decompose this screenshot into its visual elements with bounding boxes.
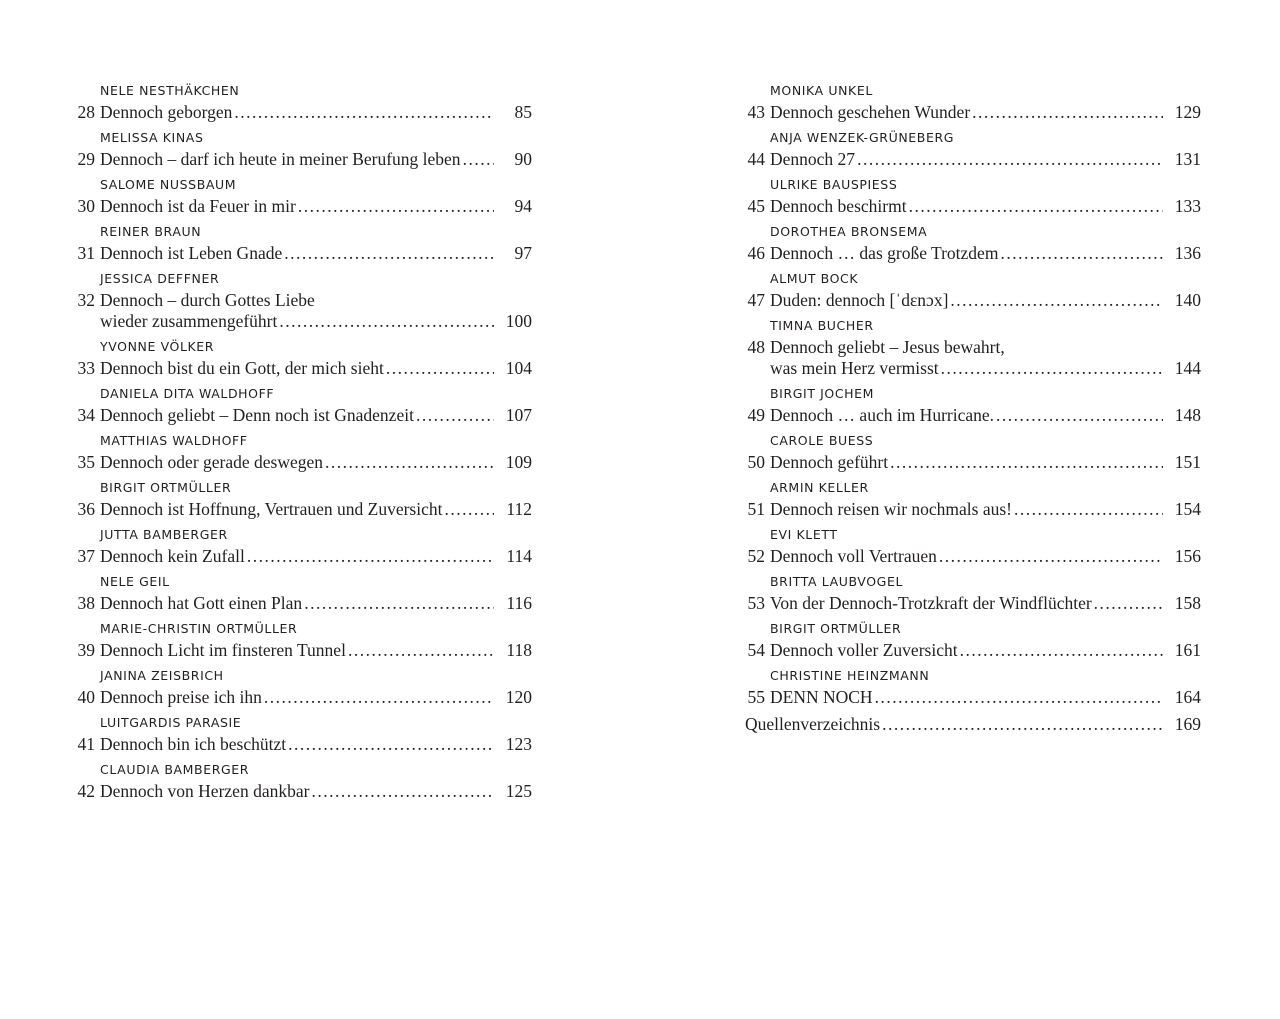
chapter-number: 54 [747,640,765,660]
author-name: MATTHIAS WALDHOFF [100,433,248,448]
sources-page-number: 169 [1174,714,1201,734]
toc-entry [70,174,532,217]
author-name: YVONNE VÖLKER [100,339,215,354]
page-number: 112 [506,499,532,519]
toc-entry [70,268,532,332]
page-number: 90 [514,149,532,169]
toc-entry [740,80,1201,123]
dot-leader [234,102,494,123]
chapter-title: Dennoch geborgen [100,102,233,122]
page-number: 158 [1174,593,1201,613]
toc-entry [740,618,1201,661]
author-name: ALMUT BOCK [770,271,859,286]
author-name: SALOME NUSSBAUM [100,177,237,192]
chapter-title: Dennoch Licht im finsteren Tunnel [100,640,346,660]
page-number: 140 [1174,290,1201,310]
page-number: 144 [1174,358,1201,378]
chapter-number: 31 [77,243,95,263]
page-number: 154 [1174,499,1201,519]
chapter-title: Dennoch voller Zuversicht [770,640,958,660]
dot-leader [941,358,1163,379]
chapter-title: Dennoch bist du ein Gott, der mich sieht [100,358,384,378]
author-name: MARIE-CHRISTIN ORTMÜLLER [100,621,298,636]
title-row [70,405,532,426]
dot-leader [1014,499,1163,520]
chapter-title-line [740,196,1201,217]
chapter-number: 46 [747,243,765,263]
author-name: JANINA ZEISBRICH [100,668,224,683]
chapter-title-line [740,687,1201,708]
page-number: 156 [1174,546,1201,566]
chapter-title-line [70,546,532,567]
chapter-title-line [70,499,532,520]
chapter-number: 49 [747,405,765,425]
chapter-number: 33 [77,358,95,378]
chapter-number: 36 [77,499,95,519]
dot-leader [304,593,494,614]
toc-column-left [70,80,532,806]
toc-entry [70,618,532,661]
title-row [70,734,532,755]
chapter-number: 55 [747,687,765,707]
dot-leader [909,196,1163,217]
title-row [70,243,532,264]
chapter-number: 38 [77,593,95,613]
page-number: 94 [514,196,532,216]
page-number: 85 [514,102,532,122]
toc-entry [740,477,1201,520]
chapter-title: Dennoch geliebt – Denn noch ist Gnadenzeit [100,405,414,425]
chapter-title-line [740,546,1201,567]
page-number: 148 [1174,405,1201,425]
chapter-title-line [70,149,532,170]
chapter-number: 29 [77,149,95,169]
sources-title: Quellenverzeichnis [745,714,881,734]
author-name: BRITTA LAUBVOGEL [770,574,904,589]
title-row [70,593,532,614]
title-row [740,687,1201,708]
dot-leader [311,781,494,802]
author-name: CAROLE BUESS [770,433,874,448]
toc-column-right [740,80,1201,735]
toc-entry [740,174,1201,217]
chapter-number: 30 [77,196,95,216]
dot-leader [939,546,1163,567]
chapter-title-line [70,311,532,332]
author-name: DANIELA DITA WALDHOFF [100,386,275,401]
dot-leader [1000,243,1163,264]
page-number: 151 [1174,452,1201,472]
author-name: CHRISTINE HEINZMANN [770,668,930,683]
page-number: 97 [514,243,532,263]
chapter-number: 48 [747,337,765,357]
dot-leader [386,358,494,379]
page-number: 123 [505,734,532,754]
chapter-title: Dennoch hat Gott einen Plan [100,593,303,613]
title-row [740,499,1201,520]
toc-entry [740,221,1201,264]
sources-entry [740,714,1201,735]
author-name: MONIKA UNKEL [770,83,873,98]
toc-entry [70,759,532,802]
chapter-number: 32 [77,290,95,310]
chapter-title: DENN NOCH [770,687,873,707]
toc-entry [70,477,532,520]
page-number: 100 [505,311,532,331]
chapter-title: Dennoch 27 [770,149,856,169]
chapter-title-line [740,149,1201,170]
chapter-title-line [70,781,532,802]
page-number: 161 [1174,640,1201,660]
author-name: JESSICA DEFFNER [100,271,220,286]
chapter-title-line [70,405,532,426]
author-name: JUTTA BAMBERGER [100,527,228,542]
chapter-number: 53 [747,593,765,613]
toc-entry [70,430,532,473]
chapter-title-line [70,358,532,379]
chapter-number: 52 [747,546,765,566]
title-row [740,546,1201,567]
chapter-number: 41 [77,734,95,754]
chapter-title: Dennoch … auch im Hurricane. [770,405,995,425]
title-row [740,102,1201,123]
page-number: 116 [506,593,532,613]
author-name: REINER BRAUN [100,224,202,239]
author-name: ARMIN KELLER [770,480,869,495]
title-row [70,196,532,217]
page-number: 129 [1174,102,1201,122]
page-number: 133 [1174,196,1201,216]
page-number: 104 [505,358,532,378]
chapter-title-line [740,452,1201,473]
chapter-title-line [70,687,532,708]
page-number: 131 [1174,149,1201,169]
title-row [740,290,1201,311]
toc-entry [70,80,532,123]
chapter-number: 47 [747,290,765,310]
title-row [740,243,1201,264]
chapter-title-line [740,243,1201,264]
chapter-title: Dennoch … das große Trotzdem [770,243,999,263]
author-name: CLAUDIA BAMBERGER [100,762,250,777]
chapter-number: 50 [747,452,765,472]
dot-leader [890,452,1163,473]
chapter-number: 44 [747,149,765,169]
author-name: TIMNA BUCHER [770,318,874,333]
page-number: 125 [505,781,532,801]
author-name: NELE GEIL [100,574,170,589]
chapter-number: 42 [77,781,95,801]
title-row [70,452,532,473]
chapter-title-line [740,102,1201,123]
toc-entry [70,336,532,379]
chapter-title-line [740,640,1201,661]
page-number: 136 [1174,243,1201,263]
title-row [70,781,532,802]
chapter-title: Dennoch kein Zufall [100,546,245,566]
chapter-title-line1: Dennoch geliebt – Jesus bewahrt, [770,337,1005,357]
chapter-title: Dennoch von Herzen dankbar [100,781,310,801]
toc-entry [740,571,1201,614]
toc-entry [70,383,532,426]
title-row [70,687,532,708]
chapter-title-line [740,499,1201,520]
page-number: 107 [505,405,532,425]
chapter-title-line [740,593,1201,614]
author-name: BIRGIT JOCHEM [770,386,875,401]
toc-entry [740,430,1201,473]
chapter-title: Dennoch oder gerade deswegen [100,452,324,472]
toc-entry [740,315,1201,379]
chapter-number: 34 [77,405,95,425]
title-row [740,405,1201,426]
dot-leader [298,196,494,217]
author-name: BIRGIT ORTMÜLLER [100,480,232,495]
page-number: 164 [1174,687,1201,707]
page-number: 118 [506,640,532,660]
title-row [70,290,532,332]
chapter-number: 37 [77,546,95,566]
toc-entry [740,383,1201,426]
chapter-title-line [740,290,1201,311]
chapter-title-line1: Dennoch – durch Gottes Liebe [100,290,315,310]
chapter-title: Dennoch – darf ich heute in meiner Berufung leben [100,149,461,169]
chapter-title: Duden: dennoch [ˈdɛnɔx] [770,290,949,310]
toc-entry [740,524,1201,567]
chapter-title-line [70,452,532,473]
dot-leader [444,499,494,520]
chapter-title: was mein Herz vermisst [770,358,939,378]
chapter-number: 43 [747,102,765,122]
author-name: ULRIKE BAUSPIESS [770,177,898,192]
dot-leader [857,149,1163,170]
dot-leader [279,311,494,332]
chapter-number: 35 [77,452,95,472]
chapter-title: Dennoch voll Vertrauen [770,546,937,566]
title-row [740,640,1201,661]
chapter-title: Dennoch reisen wir nochmals aus! [770,499,1013,519]
chapter-title-line [70,243,532,264]
chapter-title: Von der Dennoch-Trotzkraft der Windflüchter [770,593,1092,613]
title-row [70,102,532,123]
chapter-number: 28 [77,102,95,122]
dot-leader [348,640,494,661]
page-number: 109 [505,452,532,472]
title-row [70,358,532,379]
chapter-title-line [740,405,1201,426]
title-row [70,640,532,661]
chapter-title-line [70,196,532,217]
chapter-number: 40 [77,687,95,707]
title-row [740,337,1201,379]
title-row [70,499,532,520]
chapter-title: Dennoch geführt [770,452,889,472]
author-name: BIRGIT ORTMÜLLER [770,621,902,636]
toc-entry [740,268,1201,311]
toc-entry [70,571,532,614]
chapter-title-line [70,734,532,755]
toc-entry [740,665,1201,708]
author-name: ANJA WENZEK-GRÜNEBERG [770,130,955,145]
dot-leader [1094,593,1163,614]
author-name: NELE NESTHÄKCHEN [100,83,240,98]
chapter-title: Dennoch beschirmt [770,196,907,216]
chapter-title: Dennoch ist Hoffnung, Vertrauen und Zuversicht [100,499,443,519]
author-name: DOROTHEA BRONSEMA [770,224,928,239]
dot-leader [875,687,1163,708]
dot-leader [288,734,494,755]
sources-line [740,714,1201,735]
chapter-title: Dennoch ist Leben Gnade [100,243,283,263]
chapter-title-line [70,593,532,614]
toc-entry [70,665,532,708]
author-name: MELISSA KINAS [100,130,204,145]
author-name: LUITGARDIS PARASIE [100,715,242,730]
title-row [70,546,532,567]
dot-leader [463,149,494,170]
title-row [740,593,1201,614]
dot-leader [960,640,1163,661]
chapter-title-line [70,102,532,123]
chapter-title: Dennoch preise ich ihn [100,687,262,707]
page-number: 114 [506,546,532,566]
dot-leader [972,102,1163,123]
chapter-title: Dennoch ist da Feuer in mir [100,196,296,216]
title-row [740,196,1201,217]
dot-leader [996,405,1163,426]
toc-entry [70,524,532,567]
chapter-title-line [70,640,532,661]
dot-leader [264,687,494,708]
title-row [740,452,1201,473]
dot-leader [416,405,494,426]
dot-leader [247,546,494,567]
dot-leader [882,714,1163,735]
toc-entry [740,127,1201,170]
dot-leader [284,243,494,264]
dot-leader [325,452,494,473]
toc-entry [70,221,532,264]
chapter-number: 45 [747,196,765,216]
chapter-number: 39 [77,640,95,660]
chapter-title: wieder zusammengeführt [100,311,278,331]
toc-entry [70,712,532,755]
chapter-title-line [740,358,1201,379]
toc-entry [70,127,532,170]
page-number: 120 [505,687,532,707]
chapter-title: Dennoch geschehen Wunder [770,102,971,122]
chapter-number: 51 [747,499,765,519]
chapter-title: Dennoch bin ich beschützt [100,734,287,754]
author-name: EVI KLETT [770,527,838,542]
dot-leader [950,290,1163,311]
title-row [70,149,532,170]
title-row [740,149,1201,170]
